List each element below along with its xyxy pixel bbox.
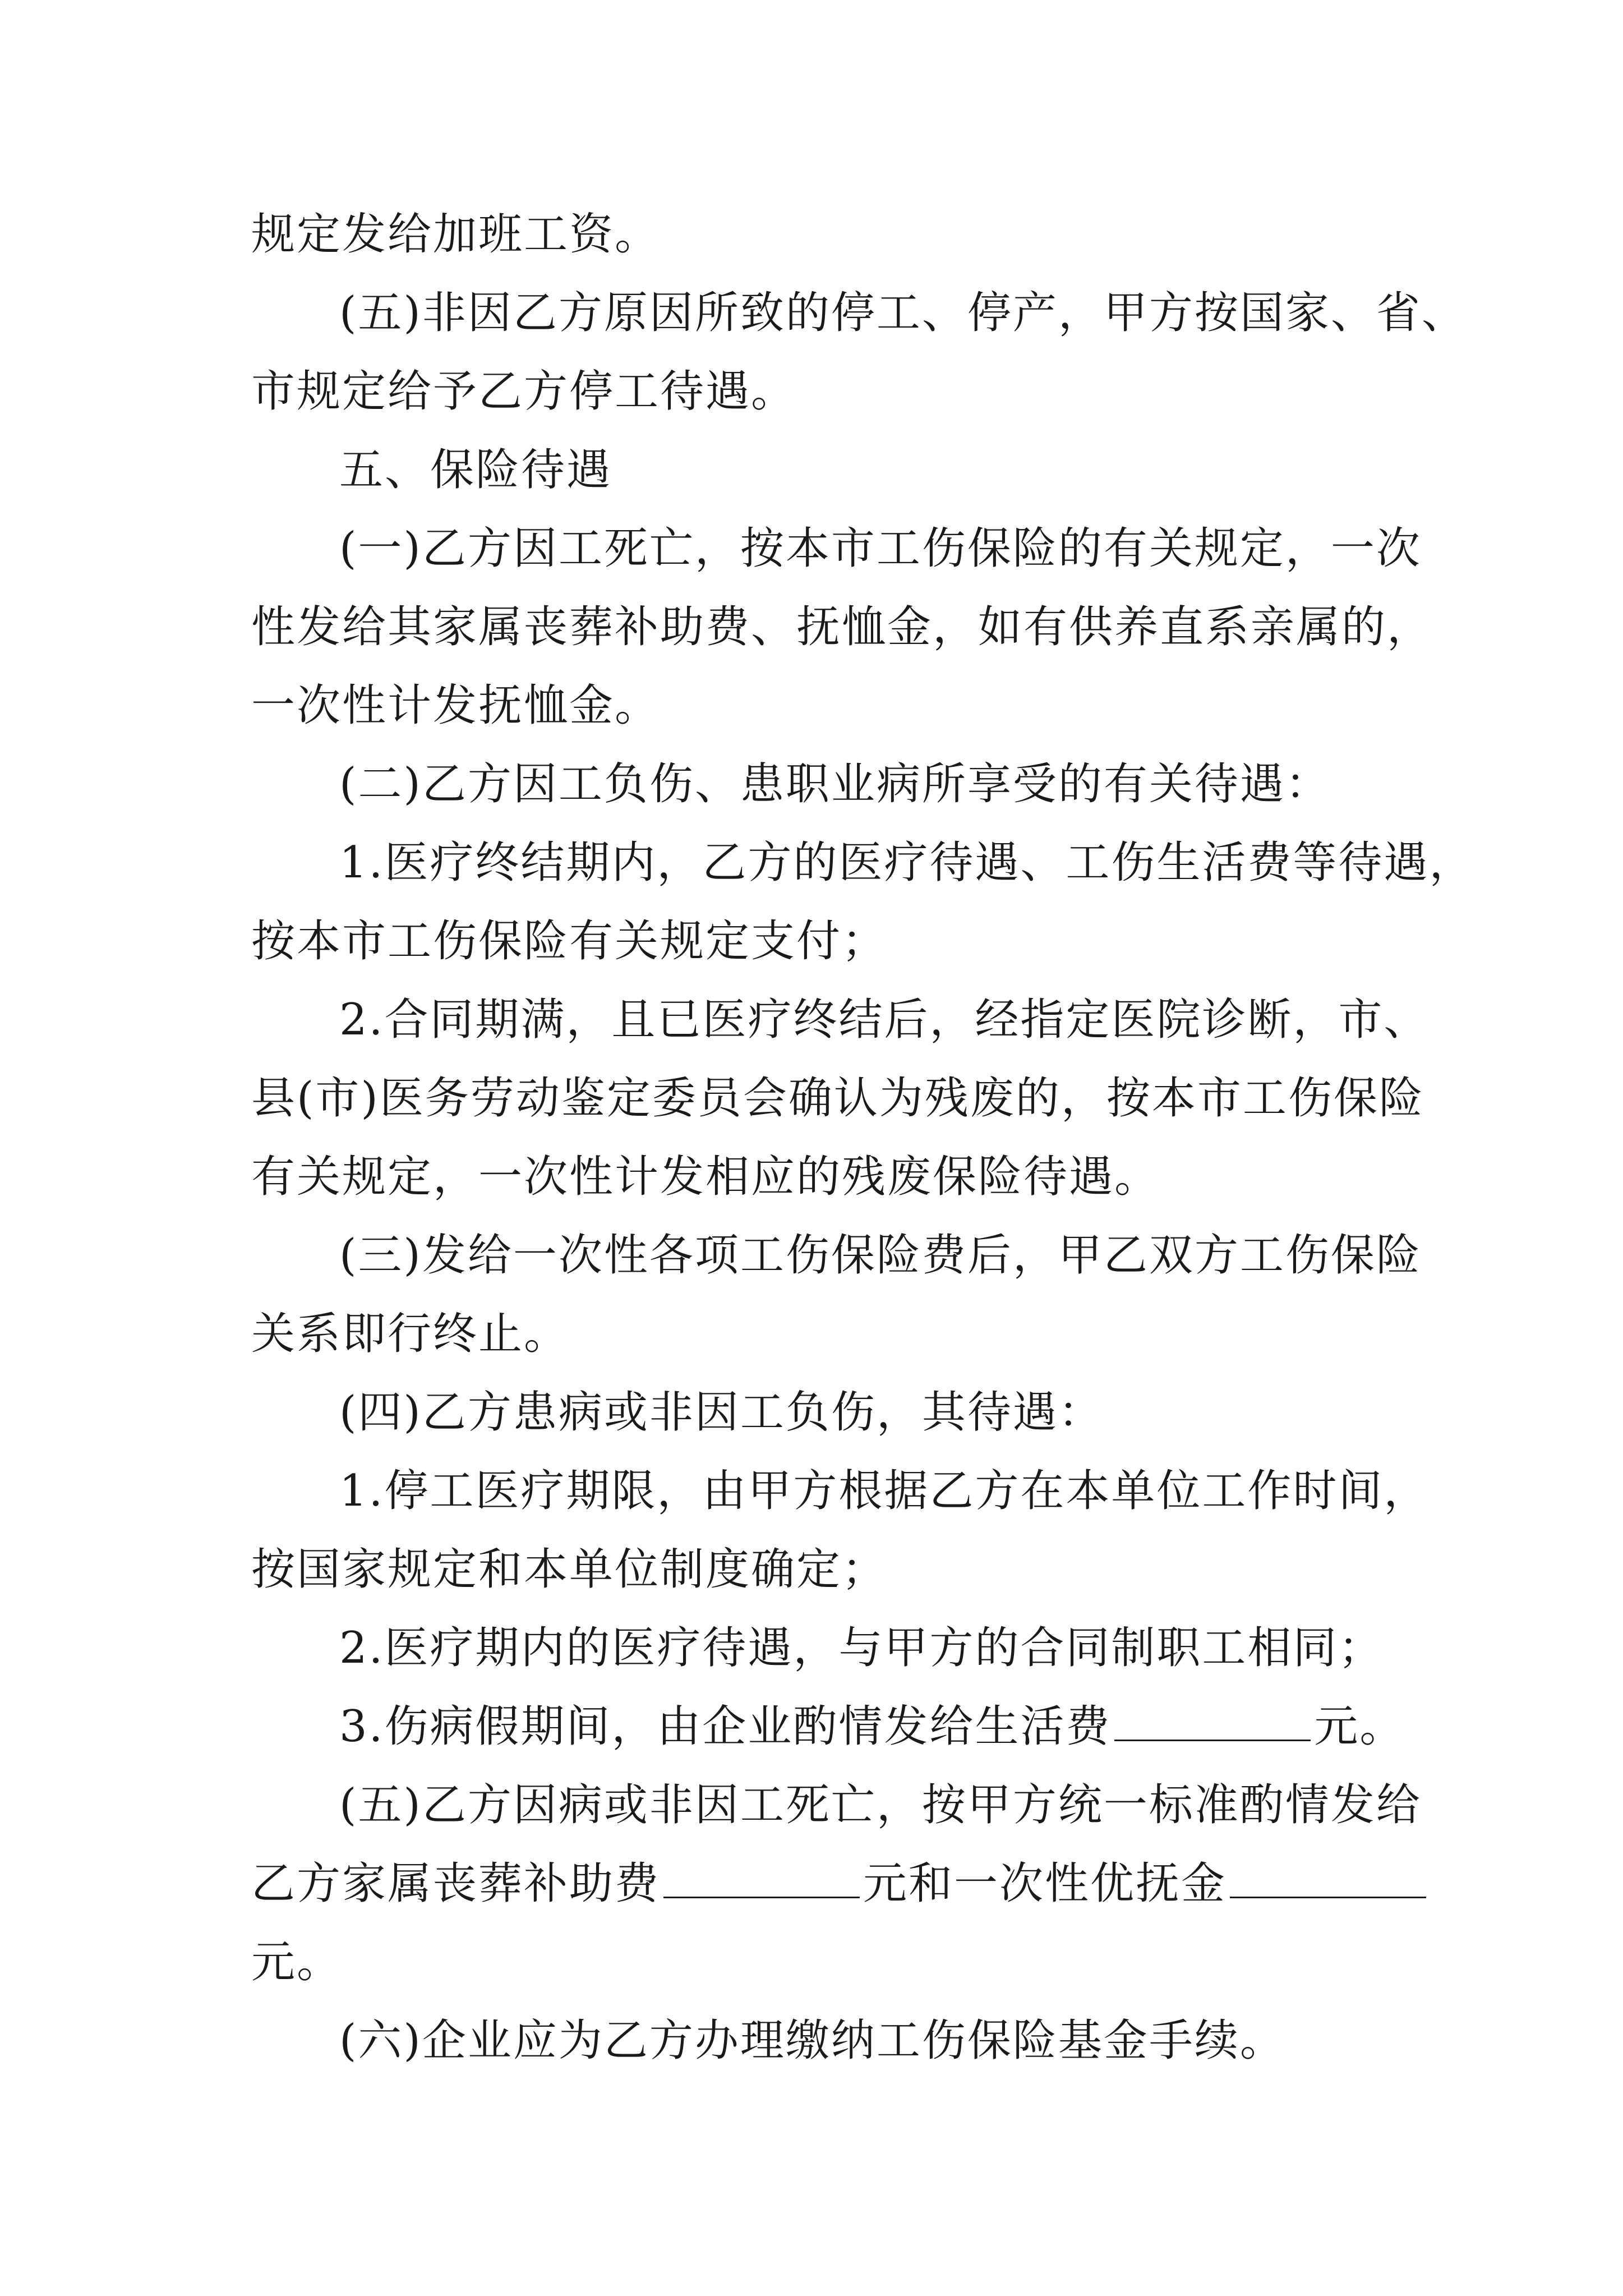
text-line-with-blank	[339, 1699, 1405, 1755]
text-line: 性发给其家属丧葬补助费、抚恤金，如有供养直系亲属的，	[251, 602, 1433, 652]
text-line: 元。	[251, 1937, 343, 1987]
fill-in-blank	[1114, 1703, 1311, 1741]
text-line: 1.医疗终结期内，乙方的医疗待遇、工伤生活费等待遇，	[339, 838, 1475, 888]
text-segment: 3.伤病假期间，由企业酌情发给生活费	[339, 1701, 1112, 1752]
text-line: 2.合同期满，且已医疗终结后，经指定医院诊断，市、	[339, 995, 1430, 1045]
text-line: 有关规定，一次性计发相应的残废保险待遇。	[251, 1152, 1160, 1202]
text-line: 县(市)医务劳动鉴定委员会确认为残废的，按本市工伤保险	[251, 1073, 1424, 1124]
text-line: 一次性计发抚恤金。	[251, 680, 661, 731]
text-line: (四)乙方患病或非因工负伤，其待遇：	[339, 1387, 1104, 1438]
text-line: (五)乙方因病或非因工死亡，按甲方统一标准酌情发给	[339, 1780, 1422, 1830]
text-line: (五)非因乙方原因所致的停工、停产，甲方按国家、省、	[339, 288, 1467, 338]
text-line-with-blanks	[251, 1856, 1430, 1912]
text-line: (一)乙方因工死亡，按本市工伤保险的有关规定，一次	[339, 523, 1422, 574]
text-segment: 元。	[1314, 1701, 1405, 1752]
fill-in-blank	[663, 1860, 860, 1898]
text-line: 按本市工伤保险有关规定支付；	[251, 916, 888, 967]
text-line: 2.医疗期内的医疗待遇，与甲方的合同制职工相同；	[339, 1623, 1384, 1673]
text-line: 按国家规定和本单位制度确定；	[251, 1544, 888, 1595]
text-line: (二)乙方因工负伤、患职业病所享受的有关待遇：	[339, 759, 1331, 809]
text-line: 关系即行终止。	[251, 1309, 570, 1359]
text-line: 市规定给予乙方停工待遇。	[251, 366, 797, 417]
text-segment: 元和一次性优抚金	[863, 1858, 1227, 1909]
text-segment: 乙方家属丧葬补助费	[251, 1858, 661, 1909]
section-heading: 五、保险待遇	[339, 445, 612, 495]
fill-in-blank	[1230, 1860, 1426, 1898]
text-line: (六)企业应为乙方办理缴纳工伤保险基金手续。	[339, 2016, 1285, 2066]
text-line: (三)发给一次性各项工伤保险费后，甲乙双方工伤保险	[339, 1230, 1422, 1281]
text-line: 1.停工医疗期限，由甲方根据乙方在本单位工作时间，	[339, 1466, 1430, 1516]
text-line: 规定发给加班工资。	[251, 209, 661, 260]
